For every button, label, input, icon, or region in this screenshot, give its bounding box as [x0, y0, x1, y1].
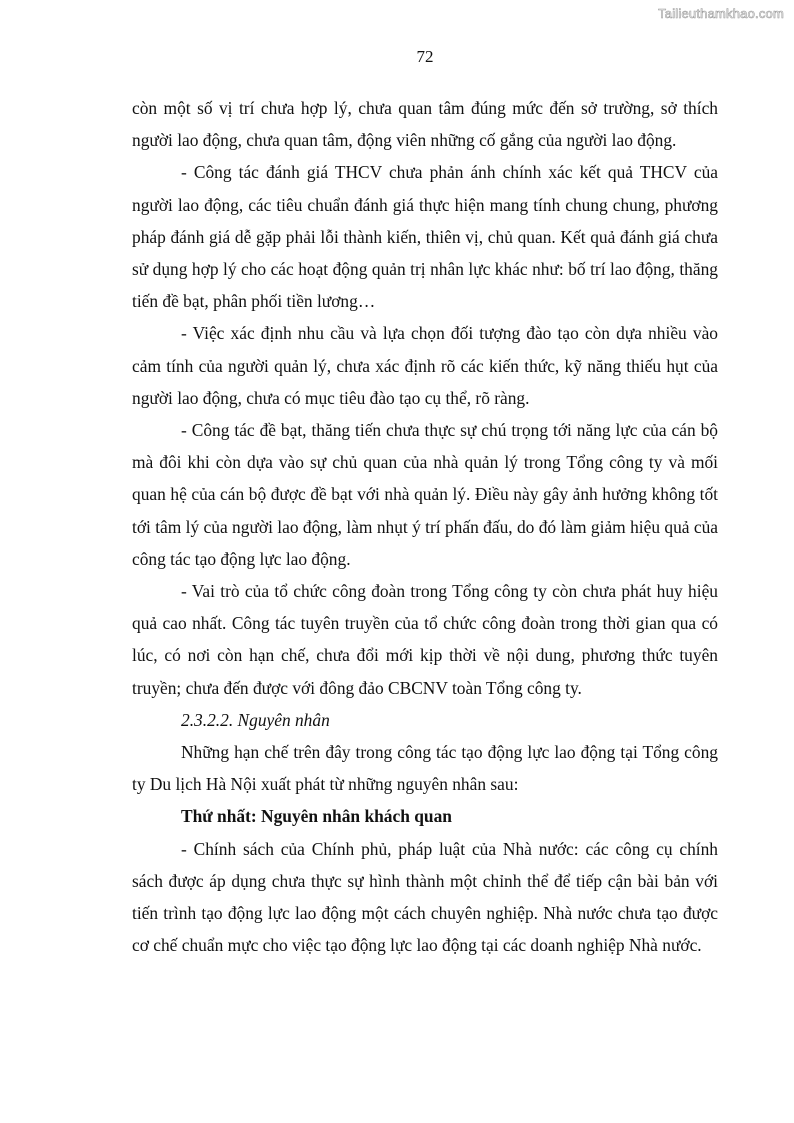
- page-number: 72: [416, 47, 434, 66]
- paragraph-evaluation: - Công tác đánh giá THCV chưa phản ánh chính xác kết quả THCV của người lao động, các tiêu chuẩn đánh giá thực hiện mang tính chung chung, phương pháp đánh giá dễ gặp phải lỗi thành kiến, thiên vị, chủ quan. Kết quả đánh giá chưa sử dụng hợp lý cho các hoạt động quản trị nhân lực khác như: bố trí lao động, thăng tiến đề bạt, phân phối tiền lương…: [132, 162, 718, 312]
- subsection-heading: 2.3.2.2. Nguyên nhân: [181, 709, 330, 730]
- watermark-text: Tailieuthamkhao.com: [658, 6, 784, 21]
- paragraph-union: - Vai trò của tổ chức công đoàn trong Tổng công ty còn chưa phát huy hiệu quả cao nhất. Công tác tuyên truyền của tổ chức công đoàn trong thời gian qua có lúc, có nơi còn hạn chế, chưa đổi mới kịp thời về nội dung, phương thức tuyên truyền; chưa đến được với đông đảo CBCNV toàn Tổng công ty.: [132, 581, 718, 698]
- cause-heading: Thứ nhất: Nguyên nhân khách quan: [181, 806, 452, 827]
- paragraph-government-policy: - Chính sách của Chính phủ, pháp luật của Nhà nước: các công cụ chính sách được áp dụng chưa thực sự hình thành một chỉnh thể để tiếp cận bài bản với tiến trình tạo động lực lao động một cách chuyên nghiệp. Nhà nước chưa tạo được cơ chế chuẩn mực cho việc tạo động lực lao động tại các doanh nghiệp Nhà nước.: [132, 838, 718, 956]
- paragraph-training: - Việc xác định nhu cầu và lựa chọn đối tượng đào tạo còn dựa nhiều vào cảm tính của người quản lý, chưa xác định rõ các kiến thức, kỹ năng thiếu hụt của người lao động, chưa có mục tiêu đào tạo cụ thể, rõ ràng.: [132, 323, 718, 408]
- paragraph-promotion: - Công tác đề bạt, thăng tiến chưa thực sự chú trọng tới năng lực của cán bộ mà đôi khi còn dựa vào sự chủ quan của nhà quản lý trong Tổng công ty và mối quan hệ của cán bộ được đề bạt với nhà quản lý. Điều này gây ảnh hưởng không tốt tới tâm lý của người lao động, làm nhụt ý trí phấn đấu, do đó làm giảm hiệu quả của công tác tạo động lực lao động.: [132, 420, 718, 569]
- paragraph-continuation: còn một số vị trí chưa hợp lý, chưa quan tâm đúng mức đến sở trường, sở thích người lao động, chưa quan tâm, động viên những cố gắng của người lao động.: [132, 98, 718, 151]
- document-body: [132, 92, 718, 961]
- paragraph-intro-causes: Những hạn chế trên đây trong công tác tạo động lực lao động tại Tổng công ty Du lịch Hà Nội xuất phát từ những nguyên nhân sau:: [132, 742, 718, 795]
